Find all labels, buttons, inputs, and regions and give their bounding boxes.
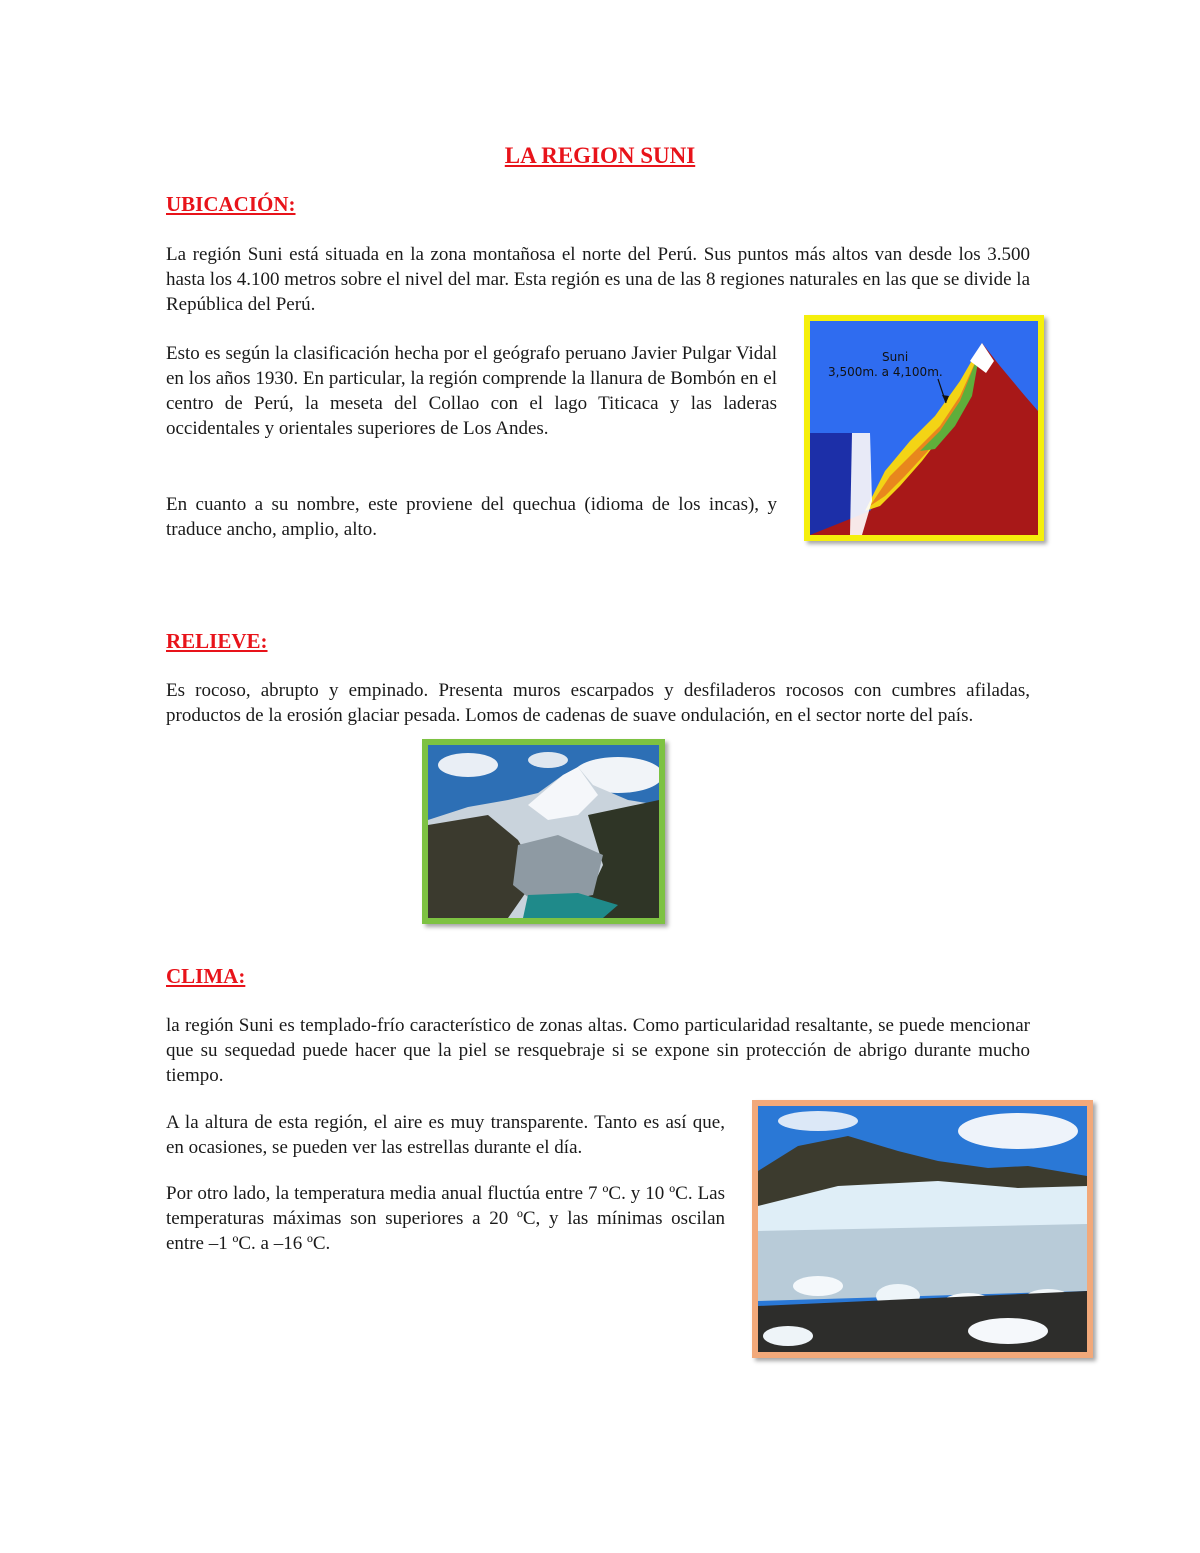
- page-title: LA REGION SUNI: [504, 143, 696, 168]
- clima-paragraph-3: Por otro lado, la temperatura media anual fluctúa entre 7 ºC. y 10 ºC. Las temperaturas máximas son superiores a 20 ºC, y las mínimas oscilan entre –1 ºC. a –16 ºC.: [166, 1183, 725, 1254]
- mountain-lake-photo: [422, 739, 665, 924]
- heading-ubicacion: UBICACIÓN:: [166, 192, 296, 216]
- suni-altitude-diagram: [804, 315, 1044, 541]
- relieve-paragraph-1: Es rocoso, abrupto y empinado. Presenta muros escarpados y desfiladeros rocosos con cumbres afiladas, productos de la erosión glaciar pesada. Lomos de cadenas de suave ondulación, en el sector norte del país.: [166, 680, 1030, 726]
- ubicacion-paragraph-1: La región Suni está situada en la zona montañosa el norte del Perú. Sus puntos más altos van desde los 3.500 hasta los 4.100 metros sobre el nivel del mar. Esta región es una de las 8 regiones naturales en las que se divide la República del Perú.: [166, 244, 1030, 315]
- diagram-label-name: Suni: [882, 350, 909, 364]
- diagram-label-range: 3,500m. a 4,100m.: [828, 365, 943, 379]
- clima-paragraph-2: A la altura de esta región, el aire es muy transparente. Tanto es así que, en ocasiones, se pueden ver las estrellas durante el día.: [166, 1112, 725, 1158]
- glacier-photo: [752, 1100, 1093, 1358]
- heading-relieve: RELIEVE:: [166, 629, 268, 653]
- heading-clima: CLIMA:: [166, 964, 246, 988]
- ubicacion-paragraph-2: Esto es según la clasificación hecha por el geógrafo peruano Javier Pulgar Vidal en los años 1930. En particular, la región comprende la llanura de Bombón en el centro de Perú, la meseta del Collao con el lago Titicaca y las laderas occidentales y orientales superiores de Los Andes.: [166, 343, 777, 439]
- clima-paragraph-1: la región Suni es templado-frío característico de zonas altas. Como particularidad resaltante, se puede mencionar que su sequedad puede hacer que la piel se resquebraje si se expone sin protección de abrigo durante mucho tiempo.: [166, 1015, 1030, 1086]
- ubicacion-paragraph-3: En cuanto a su nombre, este proviene del quechua (idioma de los incas), y traduce ancho, amplio, alto.: [166, 494, 777, 540]
